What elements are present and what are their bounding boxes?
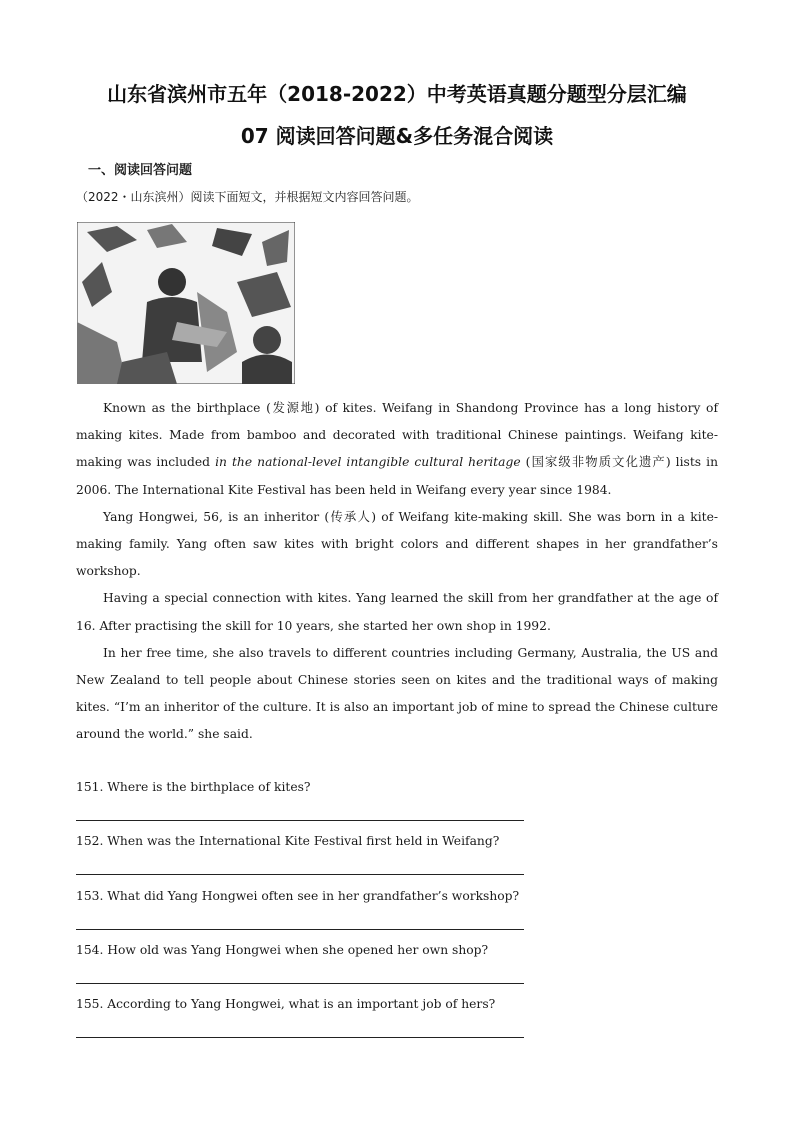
question-153: 153. What did Yang Hongwei often see in her grandfather’s workshop? bbox=[76, 889, 520, 903]
question-152: 152. When was the International Kite Festival first held in Weifang? bbox=[76, 834, 500, 848]
paragraph-1-text: Known as the birthplace (发源地) of kites. Weifang in Shandong Province has a long history of making kites. Made from bamboo and decorated with traditional Chinese paintings. Weifang kite-making was included bbox=[76, 401, 718, 470]
answer-line-152[interactable] bbox=[76, 874, 524, 875]
kite-photo bbox=[77, 222, 295, 384]
answer-line-153[interactable] bbox=[76, 929, 524, 930]
document-title-line1: 山东省滨州市五年（2018-2022）中考英语真题分题型分层汇编 bbox=[107, 82, 687, 106]
paragraph-1-text-end: (国家级非物质文化遗产) lists in 2006. The International Kite Festival has been held in Weifang every year since 1984. bbox=[76, 455, 719, 497]
question-source: （2022・山东滨州）阅读下面短文，并根据短文内容回答问题。 bbox=[76, 190, 419, 204]
answer-line-155[interactable] bbox=[76, 1037, 524, 1038]
reading-passage bbox=[76, 395, 718, 749]
question-151: 151. Where is the birthplace of kites? bbox=[76, 780, 311, 794]
document-title-line2: 07 阅读回答问题&多任务混合阅读 bbox=[240, 124, 554, 148]
answer-line-154[interactable] bbox=[76, 983, 524, 984]
paragraph-1 bbox=[76, 395, 718, 504]
question-154: 154. How old was Yang Hongwei when she opened her own shop? bbox=[76, 943, 489, 957]
question-155: 155. According to Yang Hongwei, what is an important job of hers? bbox=[76, 997, 496, 1011]
section-heading: 一、阅读回答问题 bbox=[88, 163, 193, 178]
answer-line-151[interactable] bbox=[76, 820, 524, 821]
paragraph-1-italic: in the national-level intangible cultural heritage bbox=[215, 455, 521, 470]
paragraph-2: Yang Hongwei, 56, is an inheritor (传承人) of Weifang kite-making skill. She was born in a kite-making family. Yang often saw kites with bright colors and different shapes in her grandfather’s workshop. bbox=[76, 509, 718, 579]
paragraph-3: Having a special connection with kites. Yang learned the skill from her grandfather at the age of 16. After practising the skill for 10 years, she started her own shop in 1992. bbox=[76, 591, 718, 633]
paragraph-4: In her free time, she also travels to different countries including Germany, Australia, the US and New Zealand to tell people about Chinese stories seen on kites and the traditional ways of making kites. “I’m an inheritor of the culture. It is also an important job of mine to spread the Chinese culture around the world.” she said. bbox=[76, 645, 718, 742]
